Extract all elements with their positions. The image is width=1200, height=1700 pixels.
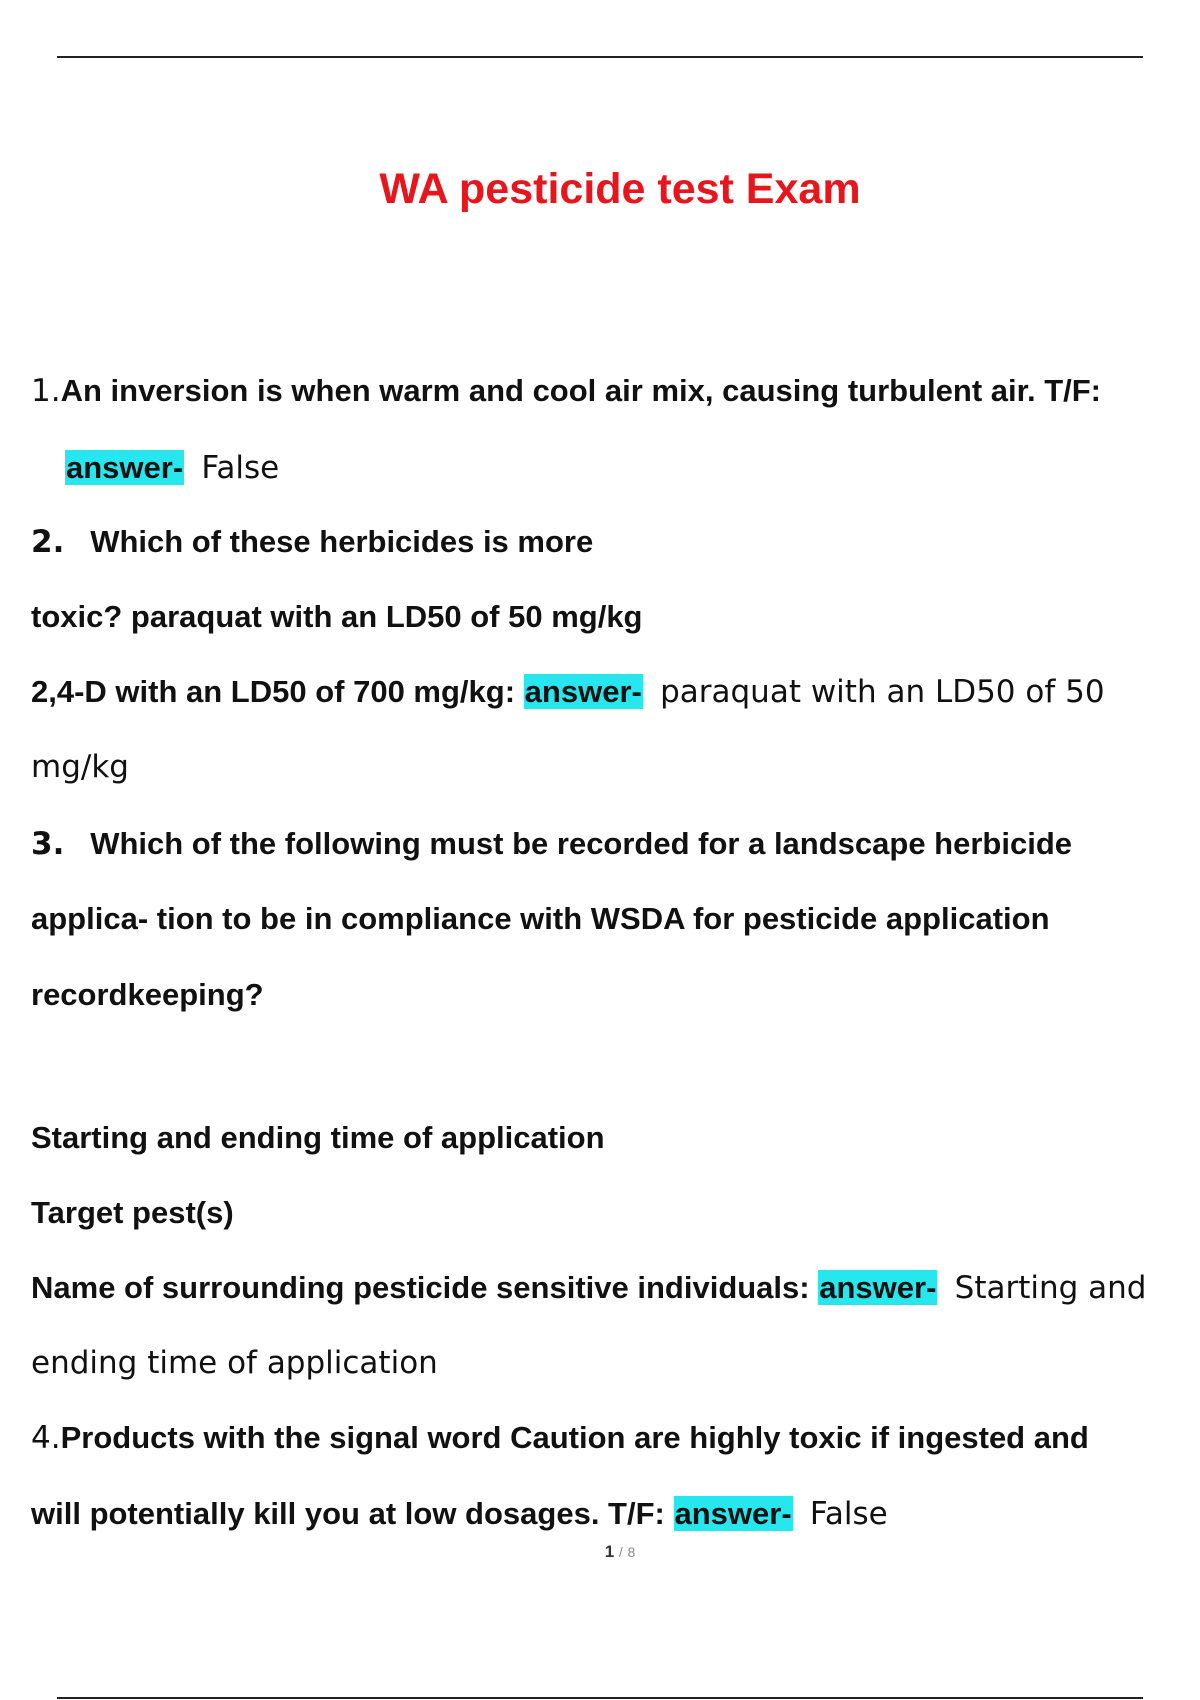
question-2-line-2 — [31, 597, 643, 637]
question-number: 2. — [31, 524, 65, 560]
question-text: applica- tion to be in compliance with WSDA for pesticide application — [31, 901, 1050, 936]
question-2 — [31, 522, 593, 562]
question-text: Which of the following must be recorded for a landscape herbicide — [90, 826, 1073, 861]
page-separator: / — [618, 1544, 623, 1560]
answer-text: ending time of application — [31, 1345, 438, 1381]
answer-text: mg/kg — [31, 749, 129, 785]
question-text: toxic? paraquat with an LD50 of 50 mg/kg — [31, 599, 643, 634]
question-4-line-2 — [31, 1494, 888, 1534]
document-title: WA pesticide test Exam — [379, 165, 861, 213]
option-1 — [31, 1118, 605, 1158]
answer-3-continued — [31, 1343, 438, 1383]
answer-2-continued — [31, 747, 129, 787]
question-text: will potentially kill you at low dosages. T/F: — [31, 1496, 665, 1531]
question-1 — [31, 371, 1101, 411]
answer-label: answer- — [524, 674, 642, 709]
question-text: An inversion is when warm and cool air mix, causing turbulent air. T/F: — [60, 373, 1102, 408]
page-total: 8 — [627, 1544, 636, 1560]
page-current: 1 — [604, 1542, 615, 1561]
option-2 — [31, 1193, 234, 1233]
question-3-line-3 — [31, 975, 264, 1015]
question-3 — [31, 824, 1072, 864]
question-number: 3. — [31, 826, 65, 862]
question-4 — [31, 1418, 1089, 1458]
question-number: 4. — [31, 1420, 61, 1456]
top-rule — [57, 56, 1143, 58]
question-text: 2,4-D with an LD50 of 700 mg/kg: — [31, 674, 516, 709]
question-text: Which of these herbicides is more — [90, 524, 594, 559]
option-text: Starting and ending time of application — [31, 1120, 605, 1155]
question-text: recordkeeping? — [31, 977, 264, 1012]
answer-label: answer- — [819, 1270, 937, 1305]
page-number — [0, 1542, 1200, 1562]
question-3-line-2 — [31, 899, 1050, 939]
answer-label: answer- — [66, 450, 184, 485]
answer-text: Starting and — [954, 1270, 1147, 1306]
question-text: Products with the signal word Caution are highly toxic if ingested and — [60, 1420, 1089, 1455]
answer-text: False — [201, 450, 280, 486]
answer-text: paraquat with an LD50 of 50 — [660, 674, 1105, 710]
option-text: Target pest(s) — [31, 1195, 234, 1230]
bottom-rule — [57, 1697, 1143, 1699]
question-2-line-3 — [31, 672, 1105, 712]
answer-1 — [65, 448, 279, 488]
answer-label: answer- — [674, 1496, 792, 1531]
answer-text: False — [809, 1496, 888, 1532]
question-number: 1. — [31, 373, 61, 409]
option-text: Name of surrounding pesticide sensitive individuals: — [31, 1270, 810, 1305]
option-3 — [31, 1268, 1146, 1308]
